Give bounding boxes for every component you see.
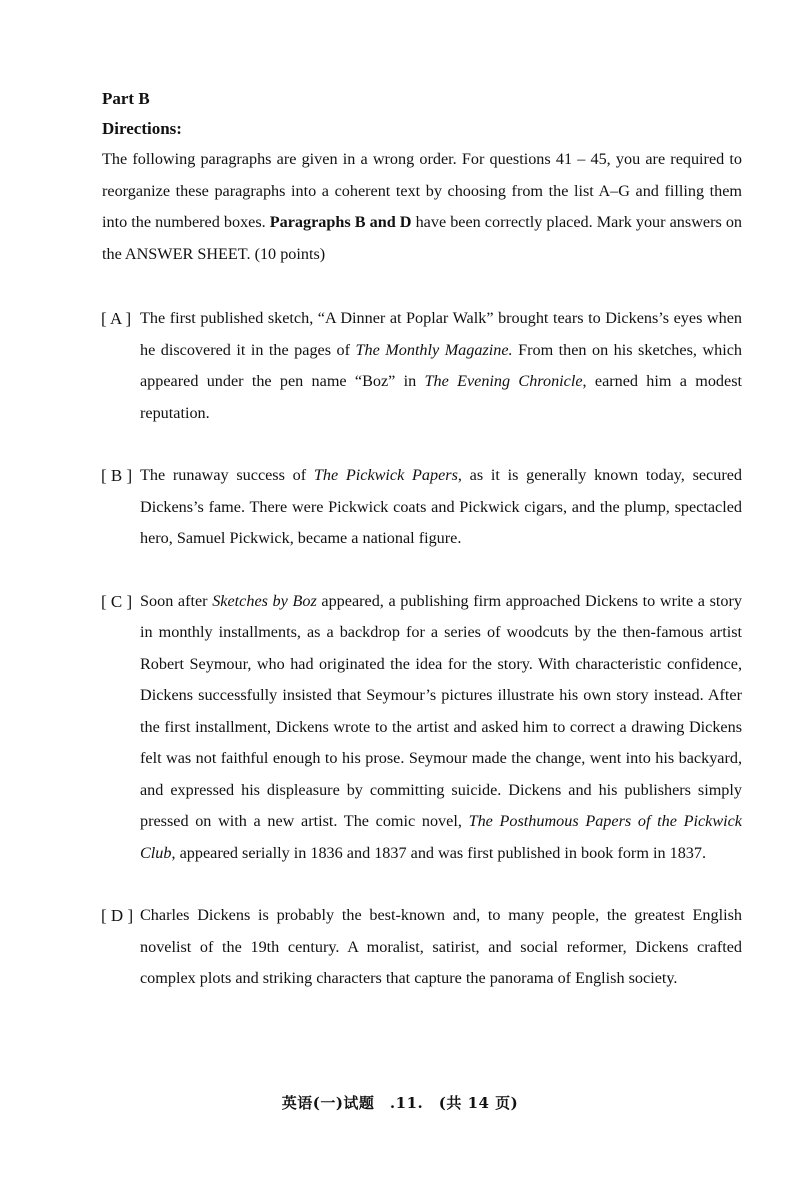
paragraph-label-b: [ B ] [101,466,133,485]
paragraph-c-text-3: , appeared serially in 1836 and 1837 and was first published in book form in 1837. [171,843,707,862]
paragraph-a-text-3: , earned him a modest reputation. [140,372,742,422]
paragraph-b [102,460,742,555]
section-title: Part B [102,89,150,108]
directions-label: Directions: [102,119,182,138]
paragraph-b-text-1: The runaway success of [140,466,314,484]
exam-page [102,84,742,995]
paragraph-c-text-1: Soon after [140,591,213,610]
directions-text [102,144,742,270]
paragraph-c-text-2: appeared, a publishing firm approached Dickens to write a story in monthly installments, as a backdrop for a series of woodcuts by the then-famous artist Robert Seymour, who had originated the idea for the story. With characteristic confidence, Dickens successfully insisted that Seymour’s pictures illustrate his own story instead. After the first installment, Dickens wrote to the artist and asked him to correct a drawing Dickens felt was not faithful enough to his prose. Seymour made the change, went into his backyard, and expressed his displeasure by committing suicide. Dickens and his publishers simply pressed on with a new artist. The comic novel, [140,591,742,830]
paragraph-label-a: [ A ] [101,309,132,328]
page-footer: 英语(一)试题 .11. (共 14 页) [281,1094,519,1112]
paragraph-c-title-posthumous-papers: The Posthumous Papers of the Pickwick Club [140,812,742,862]
paragraph-a-text-2: From then on his sketches, which appeared under the pen name “Boz” in [140,340,742,390]
directions-text-part-1: The following paragraphs are given in a wrong order. For questions 41 – 45, you are required to reorganize these paragraphs into a coherent text by choosing from the list A–G and filling them into the numbered boxes. [102,150,742,231]
paragraph-a [102,303,742,429]
paragraph-b-title-pickwick-papers: The Pickwick Papers [313,466,458,484]
paragraph-label-c: [ C ] [101,591,133,611]
paragraph-c-title-sketches-by-boz: Sketches by Boz [212,591,317,610]
paragraph-a-text-1: The first published sketch, “A Dinner at Poplar Walk” brought tears to Dickens’s eyes when he discovered it in the pages of [140,309,742,359]
directions-text-part-2: have been correctly placed. Mark your answers on the ANSWER SHEET. (10 points) [102,213,743,263]
paragraph-c [102,586,742,870]
paragraph-d-text-1: Charles Dickens is probably the best-known and, to many people, the greatest English novelist of the 19th century. A moralist, satirist, and social reformer, Dickens crafted complex plots and striking characters that capture the panorama of English society. [140,906,742,987]
paragraph-d [102,900,742,995]
paragraph-label-d: [ D ] [101,906,134,925]
paragraph-a-title-monthly-magazine: The Monthly Magazine. [355,340,513,359]
paragraph-a-title-evening-chronicle: The Evening Chronicle [424,372,583,390]
paragraph-b-text-2: , as it is generally known today, secured Dickens’s fame. There were Pickwick coats and Pickwick cigars, and the plump, spectacled hero, Samuel Pickwick, became a national figure. [140,466,743,547]
directions-bold-text: Paragraphs B and D [269,213,412,231]
